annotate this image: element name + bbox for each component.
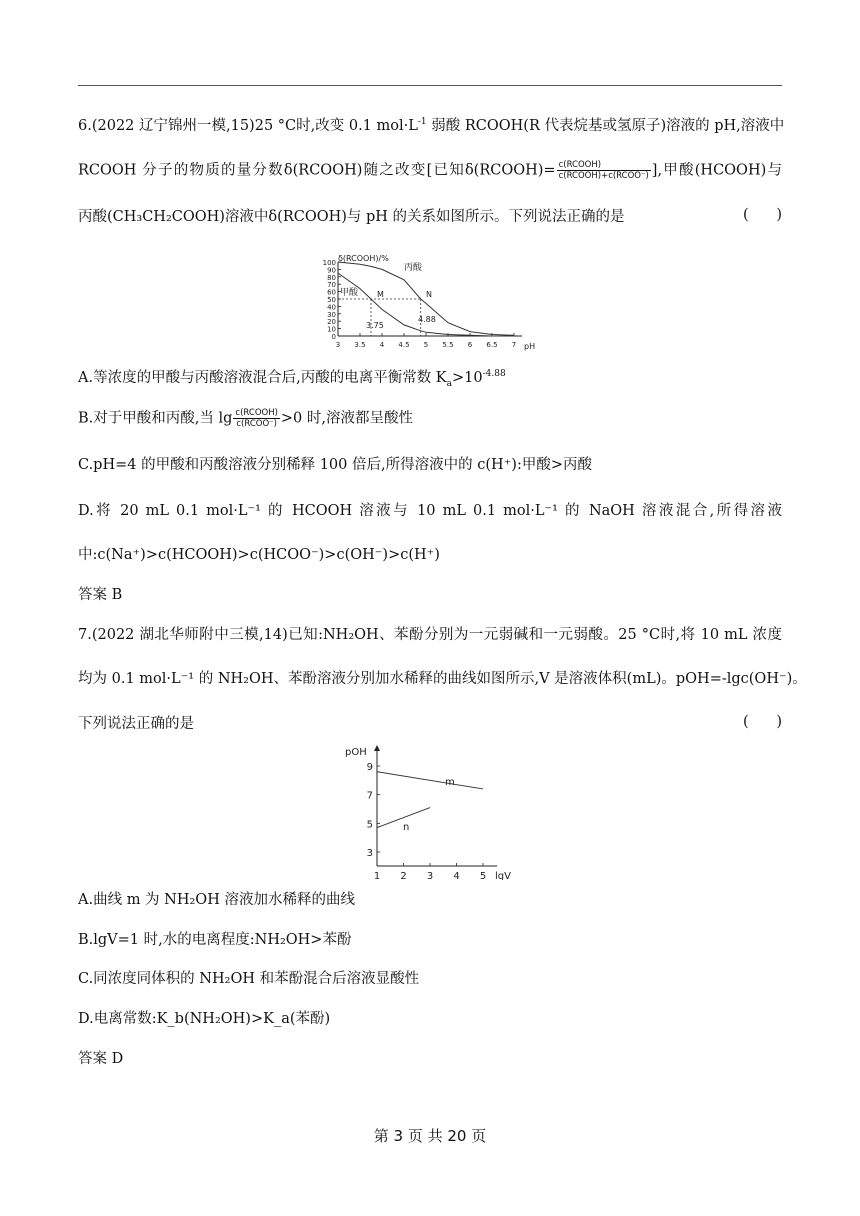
chart1-xtick-label: 5.5	[442, 341, 454, 349]
q6-option-a[interactable]: A.等浓度的甲酸与丙酸溶液混合后,丙酸的电离平衡常数 $K_a>10^{-4.88}$	[78, 369, 506, 389]
propanoic-label: 丙酸	[404, 263, 423, 273]
chart1-ytick-label: 50	[327, 296, 336, 304]
chart1-xtick-label: 5	[423, 341, 429, 349]
header-rule	[78, 85, 782, 86]
page-footer: 第 3 页 共 20 页	[373, 1127, 487, 1145]
q7-option-b[interactable]: B.lgV=1 时,水的电离程度:NH₂OH>苯酚	[78, 932, 352, 948]
formic-acid-curve	[338, 273, 514, 336]
chart1-ytick-label: 10	[327, 325, 336, 334]
q7-option-c[interactable]: C.同浓度同体积的 NH₂OH 和苯酚混合后溶液显酸性	[78, 971, 420, 987]
chart1-ylabel: δ(RCOOH)/%	[338, 254, 389, 263]
q6-line-2: RCOOH 分子的物质的量分数δ(RCOOH)随之改变[已知δ(RCOOH)= $\frac{\text{c(RCOOH)}}{\text{c(RCOOH)+c(RCOO⁻)}}$ ],甲酸(HCOOH)与	[78, 160, 782, 181]
q6-line-3: 丙酸(CH₃CH₂COOH)溶液中δ(RCOOH)与 pH 的关系如图所示。下列说法正确的是	[78, 209, 625, 225]
curve-m	[377, 772, 483, 789]
q7-answer: 答案 D	[78, 1051, 124, 1067]
chart1-ytick-label: 20	[327, 318, 336, 327]
chart1-xtick-label: 4	[379, 341, 385, 349]
mark-488: 4.88	[418, 315, 436, 324]
chart2-xtick-label: 2	[400, 871, 407, 880]
formic-label: 甲酸	[340, 288, 359, 298]
chart2-ytick-label: 5	[366, 819, 373, 831]
chart2-ytick-label: 7	[366, 790, 373, 802]
chart1-ytick-label: 70	[327, 281, 336, 290]
q6-answer: 答案 B	[78, 587, 123, 603]
q6-answer-paren: ( )	[743, 207, 782, 223]
q7-chart	[345, 740, 525, 880]
mark-375: 3.75	[366, 321, 384, 330]
chart1-ytick-label: 30	[327, 310, 336, 319]
chart1-xtick-label: 6	[467, 341, 473, 349]
q6-option-d-line-1[interactable]: D.将 20 mL 0.1 mol·L⁻¹ 的 HCOOH 溶液与 10 mL 0.1 mol·L⁻¹ 的 NaOH 溶液混合,所得溶液	[78, 503, 782, 519]
chart1-xtick-label: 3.5	[354, 341, 366, 349]
q6-line-1: 6.(2022 辽宁锦州一模,15)25 °C时,改变 0.1 $mol\cdot L^{-1}$ 弱酸 RCOOH(R 代表烷基或氢原子)溶液的 pH,溶液中	[78, 117, 785, 134]
lg-fraction: $\frac{\text{c(RCOOH)}}{\text{c(RCOO⁻)}}$	[235, 408, 278, 429]
chart2-ylabel: pOH	[345, 747, 367, 758]
chart1-ytick-label: 0	[331, 333, 336, 341]
chart1-ytick-label: 40	[327, 303, 336, 312]
chart1-xlabel: pH	[524, 342, 536, 351]
chart2-xtick-label: 4	[453, 871, 460, 880]
chart2-ytick-label: 3	[366, 848, 373, 859]
point-n-label: N	[426, 290, 432, 299]
q7-answer-paren: ( )	[743, 714, 782, 730]
chart1-ytick-label: 60	[327, 288, 336, 297]
chart1-ytick-label: 80	[327, 273, 336, 282]
q6-option-d-line-2[interactable]: 中:c(Na⁺)>c(HCOOH)>c(HCOO⁻)>c(OH⁻)>c(H⁺)	[78, 547, 440, 563]
q6-chart	[300, 252, 560, 356]
chart1-xtick-label: 7	[511, 341, 517, 349]
chart1-ytick-label: 100	[322, 259, 336, 267]
q7-line-3: 下列说法正确的是	[78, 716, 194, 732]
chart2-xtick-label: 1	[373, 871, 381, 880]
chart2-xtick-label: 3	[426, 871, 434, 880]
q6-option-c[interactable]: C.pH=4 的甲酸和丙酸溶液分别稀释 100 倍后,所得溶液中的 c(H⁺):甲酸>丙酸	[78, 457, 592, 473]
chart2-ytick-label: 9	[366, 762, 373, 773]
chart2-xlabel: lgV	[495, 871, 511, 880]
delta-fraction: $\frac{\text{c(RCOOH)}}{\text{c(RCOOH)+c(RCOO⁻)}}$	[558, 160, 649, 181]
curve-n-label: n	[403, 822, 410, 833]
q7-option-d[interactable]: D.电离常数:K_b(NH₂OH)>K_a(苯酚)	[78, 1011, 331, 1027]
q6-option-b[interactable]: B.对于甲酸和丙酸,当 lg $\frac{\text{c(RCOOH)}}{\text{c(RCOO⁻)}}$ >0 时,溶液都呈酸性	[78, 408, 413, 429]
q7-line-2: 均为 0.1 mol·L⁻¹ 的 NH₂OH、苯酚溶液分别加水稀释的曲线如图所示,V 是溶液体积(mL)。pOH=-lgc(OH⁻)。	[78, 671, 807, 687]
chart1-ytick-label: 90	[327, 266, 336, 275]
point-m-label: M	[377, 290, 384, 299]
chart1-xtick-label: 4.5	[398, 341, 410, 349]
q7-option-a[interactable]: A.曲线 m 为 NH₂OH 溶液加水稀释的曲线	[78, 892, 355, 908]
chart1-xtick-label: 6.5	[486, 341, 498, 349]
chart1-xtick-label: 3	[335, 341, 341, 349]
chart2-xtick-label: 5	[479, 871, 487, 880]
curve-m-label: m	[445, 777, 455, 788]
q7-line-1: 7.(2022 湖北华师附中三模,14)已知:NH₂OH、苯酚分别为一元弱碱和一元弱酸。25 °C时,将 10 mL 浓度	[78, 627, 782, 643]
